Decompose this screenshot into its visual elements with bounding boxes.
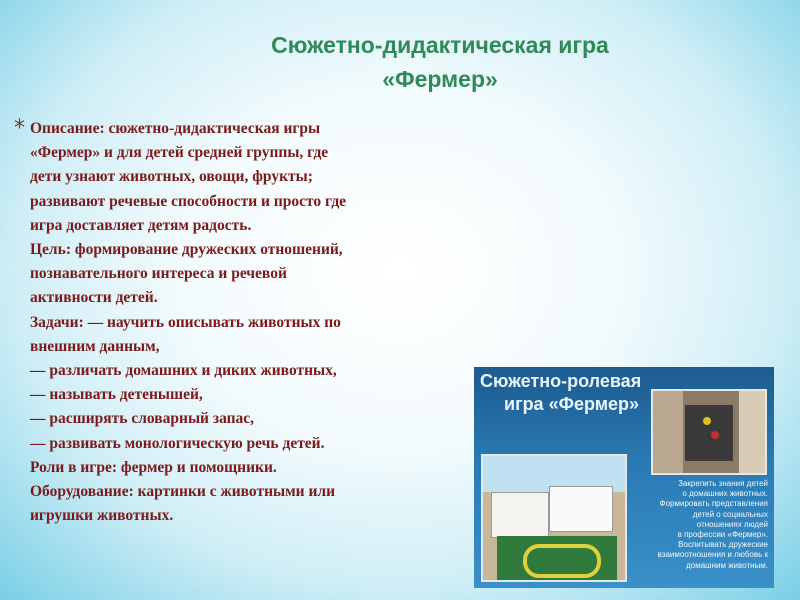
caption-line: Формировать представления bbox=[659, 499, 768, 509]
body-line: внешним данным, bbox=[30, 337, 160, 355]
body-line: игрушки животных. bbox=[30, 507, 174, 525]
photo-toy bbox=[703, 417, 711, 425]
picture-title-line-1: Сюжетно-ролевая bbox=[480, 371, 642, 391]
picture-caption bbox=[626, 479, 768, 571]
body-line: развивают речевые способности и просто где bbox=[30, 192, 347, 210]
caption-line: в профессии «Фермер». bbox=[677, 530, 768, 540]
photo-floor bbox=[653, 391, 683, 473]
photo-farm-boxes bbox=[481, 454, 627, 582]
photo-play-table bbox=[651, 389, 767, 475]
body-line: — расширять словарный запас, bbox=[30, 410, 255, 428]
body-line: игра доставляет детям радость. bbox=[30, 216, 252, 234]
body-line: Описание: сюжетно-дидактическая игры bbox=[30, 120, 321, 137]
slide-title bbox=[170, 28, 710, 96]
caption-line: Закрепить знания детей bbox=[678, 479, 768, 488]
body-line: Задачи: — научить описывать животных по bbox=[30, 313, 341, 331]
caption-line: о домашних животных. bbox=[682, 489, 768, 499]
body-line: — развивать монологическую речь детей. bbox=[30, 434, 325, 452]
photo-box bbox=[491, 492, 549, 538]
body-line: Роли в игре: фермер и помощники. bbox=[30, 458, 277, 476]
body-line: Оборудование: картинки с животными или bbox=[30, 483, 336, 501]
picture-title-line-2: игра «Фермер» bbox=[504, 394, 640, 414]
caption-line: взаимоотношения и любовь к bbox=[657, 550, 768, 560]
caption-line: Воспитывать дружеские bbox=[678, 540, 768, 550]
body-line: Цель: формирование дружеских отношений, bbox=[30, 241, 343, 259]
farmer-game-picture bbox=[474, 367, 774, 588]
body-line: познавательного интереса и речевой bbox=[30, 265, 287, 283]
picture-title bbox=[480, 370, 670, 416]
bullet-marker: * bbox=[14, 116, 25, 141]
body-line: — называть детенышей, bbox=[30, 386, 203, 404]
caption-line: домашним животным. bbox=[686, 560, 768, 570]
caption-line: отношениях людей bbox=[696, 519, 768, 529]
photo-road bbox=[523, 544, 601, 578]
title-line-1: Сюжетно-дидактическая игра bbox=[271, 32, 609, 58]
caption-line: детей о социальных bbox=[692, 509, 768, 519]
photo-box bbox=[549, 486, 613, 532]
body-line: дети узнают животных, овощи, фрукты; bbox=[30, 168, 313, 186]
photo-table bbox=[685, 405, 733, 461]
body-line: «Фермер» и для детей средней группы, где bbox=[30, 144, 329, 162]
body-line: — различать домашних и диких животных, bbox=[30, 362, 337, 380]
photo-toy bbox=[711, 431, 719, 439]
description-text bbox=[30, 117, 450, 528]
title-line-2: «Фермер» bbox=[382, 66, 498, 92]
photo-wall bbox=[739, 391, 765, 473]
body-line: активности детей. bbox=[30, 289, 158, 307]
